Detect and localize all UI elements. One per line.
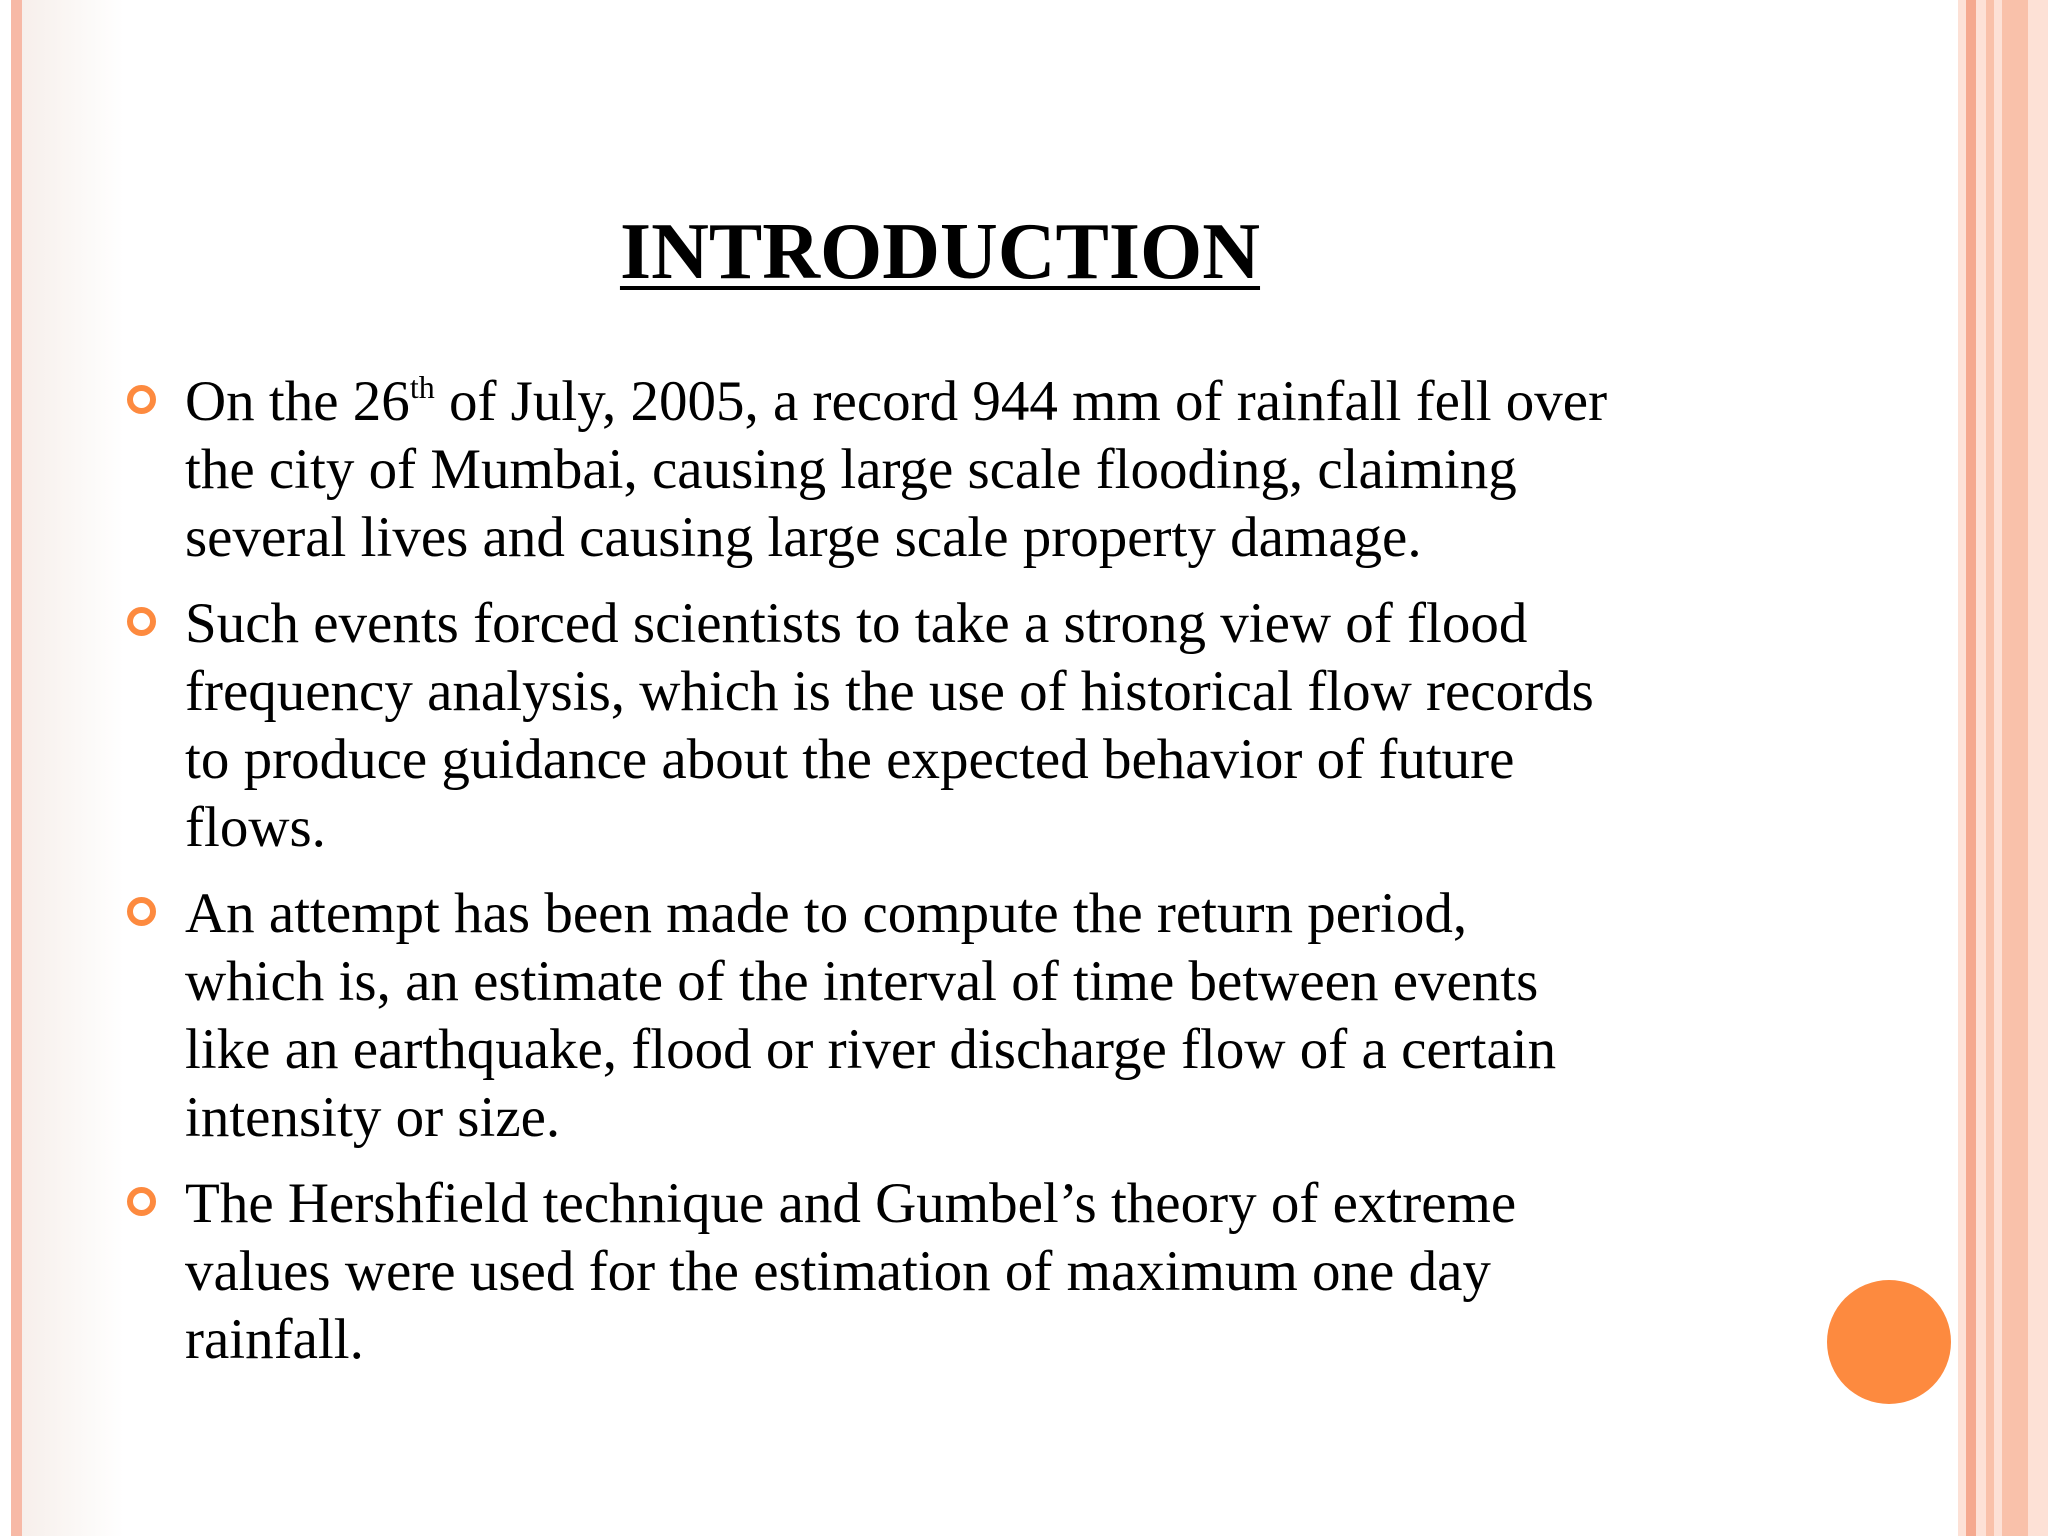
bullet-line: several lives and causing large scale property damage.: [185, 506, 1422, 569]
bullet-line: the city of Mumbai, causing large scale flooding, claiming: [185, 438, 1517, 501]
bullet-ring-icon: [127, 897, 156, 926]
bullet-line: frequency analysis, which is the use of historical flow records: [185, 660, 1594, 723]
bullet-line: intensity or size.: [185, 1086, 561, 1149]
right-border-stripe: [1966, 0, 1976, 1536]
ordinal-superscript: th: [409, 369, 435, 405]
bullet-line: The Hershfield technique and Gumbel’s theory of extreme: [185, 1172, 1517, 1235]
orange-circle-decoration: [1827, 1280, 1951, 1404]
right-border-stripe: [2002, 0, 2028, 1536]
bullet-ring-icon: [127, 1187, 156, 1216]
right-border-stripe: [2028, 0, 2048, 1536]
right-border-stripe: [1958, 0, 1966, 1536]
bullet-item: [124, 1170, 1824, 1374]
bullet-item: [124, 880, 1824, 1152]
slide-title: INTRODUCTION: [619, 208, 1261, 296]
bullet-line: [185, 368, 1824, 436]
bullet-line: An attempt has been made to compute the return period,: [185, 882, 1468, 945]
bullet-list: [124, 368, 1824, 1392]
bullet-line: Such events forced scientists to take a strong view of flood: [185, 592, 1528, 655]
bullet-line: to produce guidance about the expected behavior of future: [185, 728, 1515, 791]
right-border-stripe: [1986, 0, 1994, 1536]
right-border-stripe: [1976, 0, 1986, 1536]
bullet-ring-icon: [127, 385, 156, 414]
bullet-line: like an earthquake, flood or river discharge flow of a certain: [185, 1018, 1557, 1081]
bullet-item: [124, 368, 1824, 572]
bullet-ring-icon: [127, 607, 156, 636]
bullet-text: of July, 2005, a record 944 mm of rainfall fell over: [434, 370, 1608, 433]
bullet-line: flows.: [185, 796, 326, 859]
bullet-line: which is, an estimate of the interval of time between events: [185, 950, 1539, 1013]
bullet-line: rainfall.: [185, 1308, 364, 1371]
bullet-line: values were used for the estimation of maximum one day: [185, 1240, 1491, 1303]
right-border-stripe: [1994, 0, 2002, 1536]
bullet-item: [124, 590, 1824, 862]
bullet-text: On the 26: [185, 370, 410, 433]
